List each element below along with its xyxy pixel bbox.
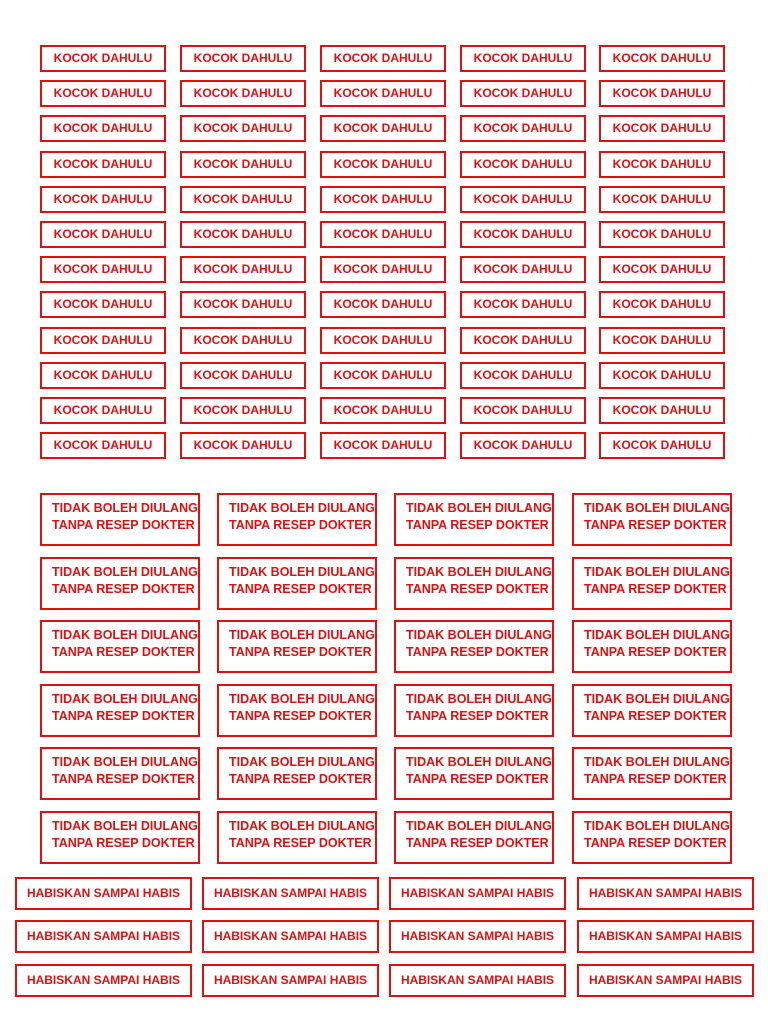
label-text: KOCOK DAHULU: [193, 192, 293, 206]
kocok-dahulu-label: [180, 186, 306, 213]
habiskan-sampai-habis-label: [202, 920, 379, 953]
kocok-dahulu-label: [40, 432, 166, 459]
tidak-boleh-diulang-label: [394, 684, 554, 737]
tidak-boleh-diulang-label: [217, 747, 377, 800]
kocok-dahulu-label: [320, 432, 446, 459]
kocok-dahulu-label: [180, 221, 306, 248]
label-text-line2: TANPA RESEP DOKTER: [584, 771, 727, 786]
kocok-dahulu-label: [180, 291, 306, 318]
label-text: HABISKAN SAMPAI HABIS: [26, 929, 181, 943]
label-text-line2: TANPA RESEP DOKTER: [584, 517, 727, 532]
label-text-line2: TANPA RESEP DOKTER: [406, 644, 549, 659]
habiskan-sampai-habis-label: [577, 877, 754, 910]
label-text: KOCOK DAHULU: [53, 368, 153, 382]
label-text: KOCOK DAHULU: [333, 227, 433, 241]
kocok-dahulu-label: [599, 362, 725, 389]
label-text-line1: TIDAK BOLEH DIULANG: [229, 692, 375, 706]
kocok-dahulu-label: [180, 115, 306, 142]
kocok-dahulu-label: [180, 151, 306, 178]
label-text: KOCOK DAHULU: [333, 438, 433, 452]
label-text: KOCOK DAHULU: [612, 403, 712, 417]
label-text: KOCOK DAHULU: [193, 368, 293, 382]
label-text: KOCOK DAHULU: [333, 262, 433, 276]
kocok-dahulu-label: [460, 327, 586, 354]
label-text: KOCOK DAHULU: [612, 227, 712, 241]
kocok-dahulu-label: [320, 221, 446, 248]
label-text: KOCOK DAHULU: [193, 86, 293, 100]
label-text: HABISKAN SAMPAI HABIS: [400, 973, 555, 987]
kocok-dahulu-label: [460, 115, 586, 142]
label-text: KOCOK DAHULU: [473, 86, 573, 100]
label-text: KOCOK DAHULU: [53, 86, 153, 100]
kocok-dahulu-label: [40, 221, 166, 248]
tidak-boleh-diulang-label: [40, 811, 200, 864]
label-text: HABISKAN SAMPAI HABIS: [588, 886, 743, 900]
tidak-boleh-diulang-label: [217, 493, 377, 546]
label-text-line1: TIDAK BOLEH DIULANG: [406, 501, 552, 515]
kocok-dahulu-label: [180, 45, 306, 72]
habiskan-sampai-habis-label: [15, 920, 192, 953]
label-text-line2: TANPA RESEP DOKTER: [584, 581, 727, 596]
label-text: KOCOK DAHULU: [612, 192, 712, 206]
label-text-line2: TANPA RESEP DOKTER: [584, 835, 727, 850]
label-text-line1: TIDAK BOLEH DIULANG: [229, 755, 375, 769]
label-text: KOCOK DAHULU: [193, 157, 293, 171]
label-text: KOCOK DAHULU: [473, 297, 573, 311]
kocok-dahulu-label: [40, 186, 166, 213]
label-text-line2: TANPA RESEP DOKTER: [584, 644, 727, 659]
tidak-boleh-diulang-label: [572, 684, 732, 737]
label-text: HABISKAN SAMPAI HABIS: [26, 886, 181, 900]
kocok-dahulu-label: [599, 432, 725, 459]
label-text-line1: TIDAK BOLEH DIULANG: [406, 755, 552, 769]
kocok-dahulu-label: [40, 115, 166, 142]
habiskan-sampai-habis-label: [577, 964, 754, 997]
kocok-dahulu-label: [460, 397, 586, 424]
tidak-boleh-diulang-label: [217, 620, 377, 673]
label-text-line2: TANPA RESEP DOKTER: [52, 517, 195, 532]
habiskan-sampai-habis-label: [15, 877, 192, 910]
label-text: HABISKAN SAMPAI HABIS: [588, 973, 743, 987]
label-text: KOCOK DAHULU: [53, 403, 153, 417]
label-text-line2: TANPA RESEP DOKTER: [229, 581, 372, 596]
label-text-line2: TANPA RESEP DOKTER: [52, 835, 195, 850]
label-text-line2: TANPA RESEP DOKTER: [229, 771, 372, 786]
tidak-boleh-diulang-label: [394, 493, 554, 546]
kocok-dahulu-label: [599, 115, 725, 142]
label-text: KOCOK DAHULU: [193, 438, 293, 452]
tidak-boleh-diulang-label: [40, 684, 200, 737]
label-text: KOCOK DAHULU: [193, 403, 293, 417]
label-text: KOCOK DAHULU: [333, 86, 433, 100]
kocok-dahulu-label: [460, 291, 586, 318]
habiskan-sampai-habis-label: [389, 877, 566, 910]
kocok-dahulu-label: [460, 80, 586, 107]
label-text: KOCOK DAHULU: [473, 403, 573, 417]
kocok-dahulu-label: [40, 397, 166, 424]
tidak-boleh-diulang-label: [40, 493, 200, 546]
label-text: KOCOK DAHULU: [333, 333, 433, 347]
label-text: KOCOK DAHULU: [53, 438, 153, 452]
tidak-boleh-diulang-label: [394, 620, 554, 673]
kocok-dahulu-label: [180, 327, 306, 354]
label-text: KOCOK DAHULU: [333, 157, 433, 171]
kocok-dahulu-label: [180, 256, 306, 283]
tidak-boleh-diulang-label: [572, 747, 732, 800]
label-text: KOCOK DAHULU: [473, 438, 573, 452]
kocok-dahulu-label: [320, 397, 446, 424]
kocok-dahulu-label: [599, 186, 725, 213]
label-text: KOCOK DAHULU: [612, 51, 712, 65]
kocok-dahulu-label: [599, 80, 725, 107]
kocok-dahulu-label: [320, 362, 446, 389]
kocok-dahulu-label: [599, 327, 725, 354]
label-text: HABISKAN SAMPAI HABIS: [213, 973, 368, 987]
label-text: KOCOK DAHULU: [473, 157, 573, 171]
label-text-line1: TIDAK BOLEH DIULANG: [229, 565, 375, 579]
label-text-line1: TIDAK BOLEH DIULANG: [406, 692, 552, 706]
label-text: KOCOK DAHULU: [473, 121, 573, 135]
label-text-line2: TANPA RESEP DOKTER: [52, 771, 195, 786]
kocok-dahulu-label: [460, 151, 586, 178]
kocok-dahulu-label: [320, 327, 446, 354]
label-text-line1: TIDAK BOLEH DIULANG: [52, 501, 198, 515]
tidak-boleh-diulang-label: [217, 684, 377, 737]
kocok-dahulu-label: [460, 432, 586, 459]
kocok-dahulu-label: [460, 45, 586, 72]
habiskan-sampai-habis-label: [202, 964, 379, 997]
kocok-dahulu-label: [40, 45, 166, 72]
label-text-line2: TANPA RESEP DOKTER: [406, 708, 549, 723]
label-text-line1: TIDAK BOLEH DIULANG: [406, 628, 552, 642]
label-text: KOCOK DAHULU: [333, 51, 433, 65]
label-text-line1: TIDAK BOLEH DIULANG: [52, 755, 198, 769]
tidak-boleh-diulang-label: [40, 620, 200, 673]
kocok-dahulu-label: [180, 362, 306, 389]
label-text: KOCOK DAHULU: [612, 86, 712, 100]
label-text: KOCOK DAHULU: [333, 297, 433, 311]
label-text: KOCOK DAHULU: [333, 121, 433, 135]
label-text: KOCOK DAHULU: [333, 368, 433, 382]
label-text: KOCOK DAHULU: [193, 227, 293, 241]
label-text-line1: TIDAK BOLEH DIULANG: [406, 565, 552, 579]
label-text-line1: TIDAK BOLEH DIULANG: [406, 819, 552, 833]
label-text: KOCOK DAHULU: [333, 403, 433, 417]
kocok-dahulu-label: [40, 327, 166, 354]
kocok-dahulu-label: [320, 80, 446, 107]
label-text: KOCOK DAHULU: [193, 297, 293, 311]
habiskan-sampai-habis-label: [577, 920, 754, 953]
label-text: KOCOK DAHULU: [612, 262, 712, 276]
label-text: KOCOK DAHULU: [612, 368, 712, 382]
label-text: KOCOK DAHULU: [473, 51, 573, 65]
label-text-line1: TIDAK BOLEH DIULANG: [584, 819, 730, 833]
habiskan-sampai-habis-label: [15, 964, 192, 997]
label-text: KOCOK DAHULU: [53, 157, 153, 171]
label-text: KOCOK DAHULU: [473, 333, 573, 347]
kocok-dahulu-label: [40, 151, 166, 178]
tidak-boleh-diulang-label: [40, 557, 200, 610]
kocok-dahulu-label: [40, 256, 166, 283]
label-text: HABISKAN SAMPAI HABIS: [588, 929, 743, 943]
habiskan-sampai-habis-label: [389, 920, 566, 953]
label-text-line1: TIDAK BOLEH DIULANG: [229, 501, 375, 515]
label-text: HABISKAN SAMPAI HABIS: [213, 886, 368, 900]
label-text-line1: TIDAK BOLEH DIULANG: [229, 628, 375, 642]
tidak-boleh-diulang-label: [217, 811, 377, 864]
label-text: KOCOK DAHULU: [53, 297, 153, 311]
kocok-dahulu-label: [460, 362, 586, 389]
label-text: KOCOK DAHULU: [53, 51, 153, 65]
label-text-line2: TANPA RESEP DOKTER: [229, 835, 372, 850]
label-text-line2: TANPA RESEP DOKTER: [406, 581, 549, 596]
kocok-dahulu-label: [180, 432, 306, 459]
label-text: KOCOK DAHULU: [612, 297, 712, 311]
label-text: KOCOK DAHULU: [473, 368, 573, 382]
label-text-line2: TANPA RESEP DOKTER: [52, 581, 195, 596]
label-text-line2: TANPA RESEP DOKTER: [52, 644, 195, 659]
label-text-line1: TIDAK BOLEH DIULANG: [584, 692, 730, 706]
kocok-dahulu-label: [460, 221, 586, 248]
label-text: KOCOK DAHULU: [53, 333, 153, 347]
label-text: KOCOK DAHULU: [193, 121, 293, 135]
kocok-dahulu-label: [40, 362, 166, 389]
label-text: KOCOK DAHULU: [193, 333, 293, 347]
label-text: KOCOK DAHULU: [333, 192, 433, 206]
kocok-dahulu-label: [599, 151, 725, 178]
kocok-dahulu-label: [40, 291, 166, 318]
label-text: KOCOK DAHULU: [193, 262, 293, 276]
label-text-line1: TIDAK BOLEH DIULANG: [52, 565, 198, 579]
habiskan-sampai-habis-label: [389, 964, 566, 997]
kocok-dahulu-label: [599, 397, 725, 424]
label-text-line2: TANPA RESEP DOKTER: [584, 708, 727, 723]
label-text: KOCOK DAHULU: [473, 262, 573, 276]
label-text: KOCOK DAHULU: [612, 333, 712, 347]
kocok-dahulu-label: [599, 45, 725, 72]
label-text: KOCOK DAHULU: [53, 192, 153, 206]
label-text: HABISKAN SAMPAI HABIS: [213, 929, 368, 943]
kocok-dahulu-label: [320, 291, 446, 318]
label-text-line2: TANPA RESEP DOKTER: [406, 835, 549, 850]
kocok-dahulu-label: [599, 221, 725, 248]
label-text-line1: TIDAK BOLEH DIULANG: [52, 628, 198, 642]
kocok-dahulu-label: [180, 80, 306, 107]
label-text: KOCOK DAHULU: [53, 121, 153, 135]
label-text: KOCOK DAHULU: [473, 227, 573, 241]
label-text: HABISKAN SAMPAI HABIS: [400, 886, 555, 900]
tidak-boleh-diulang-label: [217, 557, 377, 610]
kocok-dahulu-label: [320, 256, 446, 283]
label-text-line1: TIDAK BOLEH DIULANG: [584, 755, 730, 769]
kocok-dahulu-label: [320, 151, 446, 178]
tidak-boleh-diulang-label: [394, 557, 554, 610]
kocok-dahulu-label: [320, 45, 446, 72]
kocok-dahulu-label: [460, 256, 586, 283]
label-text-line1: TIDAK BOLEH DIULANG: [52, 692, 198, 706]
kocok-dahulu-label: [180, 397, 306, 424]
label-text-line1: TIDAK BOLEH DIULANG: [584, 565, 730, 579]
label-text: HABISKAN SAMPAI HABIS: [400, 929, 555, 943]
label-text: KOCOK DAHULU: [53, 227, 153, 241]
label-text-line1: TIDAK BOLEH DIULANG: [584, 501, 730, 515]
kocok-dahulu-label: [599, 291, 725, 318]
label-text-line2: TANPA RESEP DOKTER: [229, 517, 372, 532]
tidak-boleh-diulang-label: [572, 811, 732, 864]
label-text-line2: TANPA RESEP DOKTER: [229, 708, 372, 723]
label-text-line2: TANPA RESEP DOKTER: [406, 771, 549, 786]
tidak-boleh-diulang-label: [394, 747, 554, 800]
kocok-dahulu-label: [40, 80, 166, 107]
label-text-line2: TANPA RESEP DOKTER: [229, 644, 372, 659]
label-text-line1: TIDAK BOLEH DIULANG: [584, 628, 730, 642]
kocok-dahulu-label: [320, 186, 446, 213]
tidak-boleh-diulang-label: [40, 747, 200, 800]
tidak-boleh-diulang-label: [394, 811, 554, 864]
label-text: KOCOK DAHULU: [193, 51, 293, 65]
label-text-line2: TANPA RESEP DOKTER: [52, 708, 195, 723]
kocok-dahulu-label: [599, 256, 725, 283]
label-text: KOCOK DAHULU: [473, 192, 573, 206]
tidak-boleh-diulang-label: [572, 493, 732, 546]
label-text: HABISKAN SAMPAI HABIS: [26, 973, 181, 987]
kocok-dahulu-label: [460, 186, 586, 213]
label-text-line2: TANPA RESEP DOKTER: [406, 517, 549, 532]
tidak-boleh-diulang-label: [572, 620, 732, 673]
label-text-line1: TIDAK BOLEH DIULANG: [52, 819, 198, 833]
label-text: KOCOK DAHULU: [612, 438, 712, 452]
label-text: KOCOK DAHULU: [612, 121, 712, 135]
label-text: KOCOK DAHULU: [53, 262, 153, 276]
label-text: KOCOK DAHULU: [612, 157, 712, 171]
kocok-dahulu-label: [320, 115, 446, 142]
label-text-line1: TIDAK BOLEH DIULANG: [229, 819, 375, 833]
habiskan-sampai-habis-label: [202, 877, 379, 910]
tidak-boleh-diulang-label: [572, 557, 732, 610]
